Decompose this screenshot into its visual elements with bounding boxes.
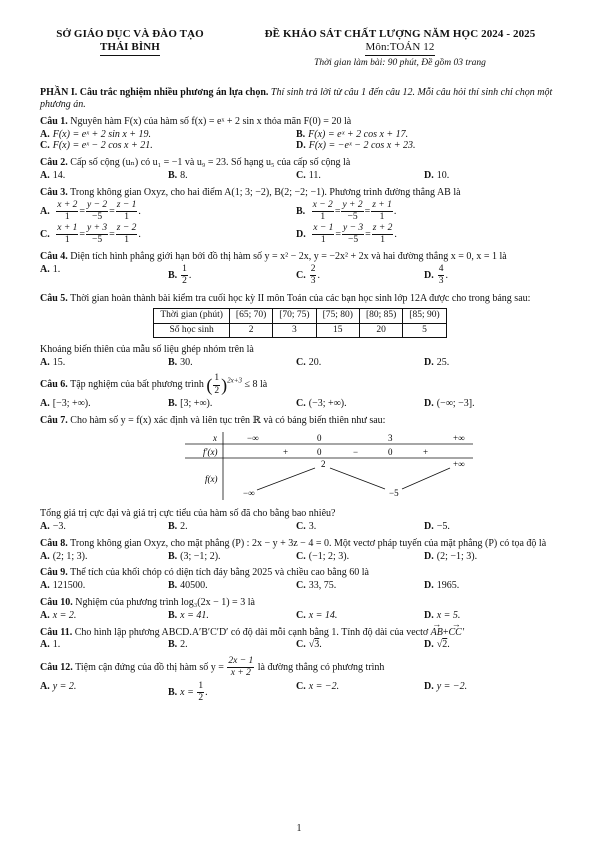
option-b[interactable]: B. x = 41.: [168, 609, 209, 621]
table-header: Số học sinh: [154, 323, 230, 337]
option-b[interactable]: B. [3; +∞).: [168, 397, 213, 409]
province-name: THÁI BÌNH: [100, 41, 160, 56]
bbt-min-value: −5: [389, 488, 399, 499]
part-heading: [40, 87, 560, 111]
question-number: Câu 5.: [40, 292, 68, 304]
question-stem: Nguyên hàm F(x) của hàm số f(x) = eˣ + 2 sin x thỏa mãn F(0) = 20 là: [70, 115, 352, 127]
question-stem: Diện tích hình phẳng giới hạn bởi đồ thị hàm số y = x² − 2x, y = −2x² + 2x và hai đường thẳng x = 0, x = 1 là: [70, 251, 507, 263]
option-a[interactable]: A. −3.: [40, 520, 66, 532]
option-d[interactable]: D. $\frac{x - 1}{1}$ = $\frac{y - 3}{-5}$ = $\frac{z + 2}{1}$ .: [296, 222, 397, 246]
time-info: Thời gian làm bài: 90 phút, Đề gồm 03 trang: [314, 57, 486, 68]
question-number: Câu 3.: [40, 186, 68, 198]
question-number: Câu 10.: [40, 596, 73, 608]
question-stem: Cho hàm số y = f(x) xác định và liên tục trên ℝ và có bảng biến thiên như sau:: [70, 414, 386, 426]
subject-name: Môn:TOÁN 12: [365, 41, 434, 56]
option-b[interactable]: B. $\frac{1}{2}$ .: [168, 264, 192, 287]
bbt-sign-1: +: [283, 447, 289, 458]
option-b[interactable]: B. 40500.: [168, 580, 208, 592]
bbt-x-minus-inf: −∞: [247, 433, 259, 444]
question-followup: Tổng giá trị cực đại và giá trị cực tiểu của hàm số đã cho bằng bao nhiêu?: [40, 508, 336, 520]
bbt-sign-zero-2: 0: [388, 447, 393, 458]
option-b[interactable]: B. x = $\frac{1}{2}$ .: [168, 680, 208, 703]
question-stem: Tiệm cận đứng của đồ thị hàm số y =: [75, 662, 224, 674]
bbt-fprime-label: f′(x): [203, 447, 218, 458]
question-number: Câu 6.: [40, 379, 68, 391]
option-a[interactable]: A. 14.: [40, 169, 66, 181]
option-a[interactable]: A. 1.: [40, 639, 61, 651]
question-number: Câu 2.: [40, 157, 68, 169]
bbt-x-plus-inf: +∞: [453, 433, 465, 444]
option-b[interactable]: B. 8.: [168, 169, 188, 181]
question-stem: Cho hình lập phương ABCD.A′B′C′D′ có độ dài mỗi cạnh bằng 1. Tính độ dài của vectơ: [74, 626, 429, 638]
variation-table: [185, 432, 473, 500]
option-d[interactable]: D. 25.: [424, 356, 450, 368]
option-c[interactable]: C. x = 14.: [296, 609, 338, 621]
header-left: [40, 28, 220, 69]
option-d[interactable]: D. (−∞; −3].: [424, 397, 475, 409]
option-d[interactable]: D. F(x) = −eˣ − 2 cos x + 23.: [296, 140, 416, 152]
option-a[interactable]: A. F(x) = eˣ + 2 sin x + 19.: [40, 128, 152, 140]
option-c[interactable]: C. 20.: [296, 356, 322, 368]
exam-title: ĐỀ KHẢO SÁT CHẤT LƯỢNG NĂM HỌC 2024 - 2025: [264, 28, 536, 40]
question-stem: Thời gian hoàn thành bài kiểm tra cuối học kỳ II môn Toán của các bạn học sinh lớp 12A được cho trong bảng sau:: [70, 292, 531, 304]
question-number: Câu 4.: [40, 251, 68, 263]
option-c[interactable]: C. 11.: [296, 169, 321, 181]
table-header: Thời gian (phút): [154, 309, 230, 323]
option-d[interactable]: D. $\frac{4}{3}$ .: [424, 264, 448, 287]
option-c[interactable]: C. F(x) = eˣ − 2 cos x + 21.: [40, 140, 153, 152]
option-b[interactable]: B. $\frac{x - 2}{1}$ = $\frac{y + 2}{-5}$ = $\frac{z + 1}{1}$ .: [296, 199, 397, 222]
option-a[interactable]: A. $\frac{x + 2}{1}$ = $\frac{y - 2}{-5}$ = $\frac{z - 1}{1}$ .: [40, 199, 141, 222]
bbt-sign-3: +: [423, 447, 429, 458]
option-a[interactable]: A. (2; 1; 3).: [40, 550, 88, 562]
option-b[interactable]: B. (3; −1; 2).: [168, 550, 221, 562]
question-number: Câu 7.: [40, 414, 68, 426]
header-right: [240, 28, 560, 69]
option-d[interactable]: D. x = 5.: [424, 609, 461, 621]
question-stem: Trong không gian Oxyz, cho mặt phẳng (P) : 2x − y + 3z − 4 = 0. Một vectơ pháp tuyến của mặt phẳng (P) có tọa độ là: [70, 537, 547, 549]
option-c[interactable]: C. (−3; +∞).: [296, 397, 347, 409]
option-a[interactable]: A. y = 2.: [40, 680, 77, 692]
option-d[interactable]: D. y = −2.: [424, 680, 468, 692]
bbt-sign-zero-1: 0: [317, 447, 322, 458]
question-12: Câu 12. Tiệm cận đứng của đồ thị hàm số y = $\frac{2x - 1}{x + 2}$ là đường thẳng có phương trình A. y = 2. B. x = $\frac{1}{2}$ . C. x = −2. D. y = −2.: [40, 656, 560, 704]
exam-header: [40, 28, 560, 69]
question-2: [40, 157, 560, 182]
option-a[interactable]: A. [−3; +∞).: [40, 397, 91, 409]
part-title: PHẦN I. Câu trắc nghiệm nhiều phương án lựa chọn.: [40, 87, 269, 99]
bbt-sign-2: −: [353, 447, 359, 458]
question-3: [40, 187, 560, 247]
option-c[interactable]: C. x = −2.: [296, 680, 340, 692]
bbt-x-three: 3: [388, 433, 393, 444]
question-6: Câu 6. Tập nghiệm của bất phương trình ( $\frac{1}{2}$ )$^{2x+3}$ ≤ 8 là A. [−3; +∞). B. [3; +∞). C. (−3; +∞). D. (−∞; −3].: [40, 373, 560, 409]
question-4: [40, 251, 560, 287]
option-d[interactable]: D. −5.: [424, 520, 450, 532]
bbt-f-label: f(x): [205, 474, 218, 485]
question-number: Câu 1.: [40, 115, 68, 127]
question-10: [40, 597, 560, 622]
option-c[interactable]: C. √3.: [296, 639, 322, 651]
question-stem: Nghiệm của phương trình log₃(2x − 1) = 3 là: [75, 596, 255, 608]
question-stem: Tập nghiệm của bất phương trình: [70, 379, 204, 391]
option-b[interactable]: B. 2.: [168, 520, 188, 532]
part-instruction: Thí sinh trả lời từ câu 1 đến câu 12. Mỗi câu hỏi thí sinh chỉ chọn một phương án.: [40, 87, 553, 110]
option-a[interactable]: A. 1.: [40, 264, 61, 276]
question-5: [40, 293, 560, 369]
option-c[interactable]: C. $\frac{2}{3}$ .: [296, 264, 320, 287]
question-number: Câu 9.: [40, 567, 68, 579]
bbt-right-limit: +∞: [453, 459, 465, 470]
question-1: [40, 116, 560, 152]
option-b[interactable]: B. F(x) = eˣ + 2 cos x + 17.: [296, 128, 409, 140]
question-number: Câu 8.: [40, 537, 68, 549]
frequency-table: Thời gian (phút) [65; 70) [70; 75) [75; 80) [80; 85) [85; 90) Số học sinh 2 3 15 20 5: [153, 308, 446, 337]
option-d[interactable]: D. √2.: [424, 639, 450, 651]
option-c[interactable]: C. (−1; 2; 3).: [296, 550, 350, 562]
question-8: [40, 538, 560, 563]
page-number: 1: [296, 823, 302, 835]
option-d[interactable]: D. 1965.: [424, 580, 460, 592]
option-a[interactable]: A. x = 2.: [40, 609, 77, 621]
question-7: [40, 415, 560, 533]
question-stem: Trong không gian Oxyz, cho hai điểm A(1; 3; −2), B(2; −2; −1). Phương trình đường thẳng AB là: [70, 186, 461, 198]
question-number: Câu 12.: [40, 662, 73, 674]
option-d[interactable]: D. 10.: [424, 169, 450, 181]
option-a[interactable]: A. 121500.: [40, 580, 86, 592]
option-b[interactable]: B. 2.: [168, 639, 188, 651]
department-name: SỞ GIÁO DỤC VÀ ĐÀO TẠO: [56, 28, 204, 40]
question-followup: Khoảng biến thiên của mẫu số liệu ghép nhóm trên là: [40, 343, 254, 355]
bbt-x-label: x: [213, 433, 217, 444]
option-b[interactable]: B. 30.: [168, 356, 193, 368]
question-number: Câu 11.: [40, 626, 73, 638]
question-9: [40, 567, 560, 592]
question-11: Câu 11. Cho hình lập phương ABCD.A′B′C′D′ có độ dài mỗi cạnh bằng 1. Tính độ dài của vectơ → AB+→ CC′ A. 1. B. 2. C. √3. D. √2.: [40, 627, 560, 652]
bbt-max-value: 2: [321, 459, 326, 470]
question-stem: Thể tích của khối chóp có diện tích đáy bằng 2025 và chiều cao bằng 60 là: [70, 567, 369, 579]
question-stem: Cấp số cộng (uₙ) có u₁ = −1 và u₉ = 23. Số hạng u₅ của cấp số cộng là: [70, 157, 351, 169]
bbt-x-zero: 0: [317, 433, 322, 444]
option-c[interactable]: C. 33, 75.: [296, 580, 337, 592]
option-c[interactable]: C. 3.: [296, 520, 317, 532]
option-a[interactable]: A. 15.: [40, 356, 66, 368]
option-d[interactable]: D. (2; −1; 3).: [424, 550, 478, 562]
bbt-left-limit: −∞: [243, 488, 255, 499]
option-c[interactable]: C. $\frac{x + 1}{1}$ = $\frac{y + 3}{-5}$ = $\frac{z - 2}{1}$ .: [40, 222, 141, 246]
